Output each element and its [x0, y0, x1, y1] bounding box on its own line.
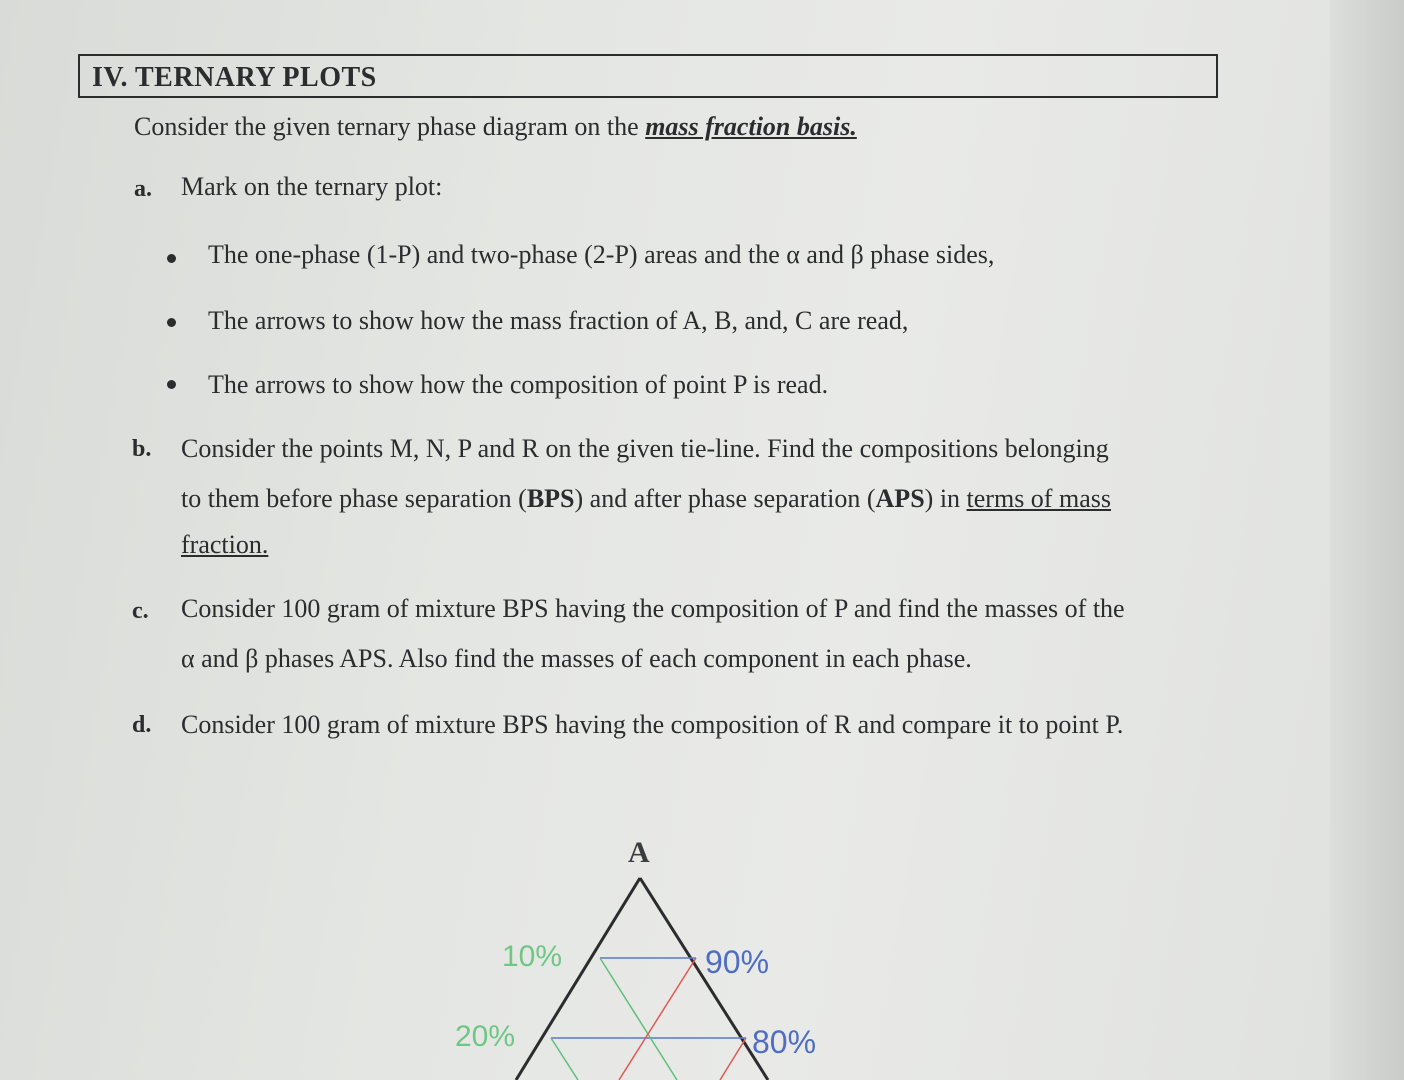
item-c-letter: c.	[132, 598, 149, 624]
triangle-left-edge	[516, 878, 640, 1080]
item-b-link-part1: terms of mass	[966, 484, 1111, 513]
section-title: IV. TERNARY PLOTS	[92, 62, 377, 93]
item-b-letter: b.	[132, 436, 152, 462]
gridline-red-1	[619, 958, 696, 1080]
intro-text: Consider the given ternary phase diagram on the	[134, 112, 646, 141]
item-c-line2: α and β phases APS. Also find the masses of each component in each phase.	[181, 644, 972, 673]
gridline-red-2	[720, 1038, 746, 1080]
gridline-green-1	[600, 958, 677, 1080]
left-tick-20: 20%	[455, 1020, 516, 1053]
bullet-text-2: The arrows to show how the mass fraction of A, B, and, C are read,	[208, 306, 909, 335]
item-c-line1: Consider 100 gram of mixture BPS having the composition of P and find the masses of the	[181, 594, 1125, 623]
bullet-text-3: The arrows to show how the composition of point P is read.	[208, 370, 829, 399]
item-a-letter: a.	[134, 176, 152, 202]
item-d-letter: d.	[132, 712, 152, 738]
bullet-text-1: The one-phase (1-P) and two-phase (2-P) areas and the α and β phase sides,	[208, 240, 995, 269]
item-a-text: Mark on the ternary plot:	[181, 172, 443, 201]
intro-emphasis: mass fraction basis.	[645, 112, 857, 141]
left-tick-10: 10%	[502, 940, 563, 973]
gridline-green-2	[551, 1038, 578, 1080]
item-b-aps: APS	[875, 484, 925, 513]
item-d-text: Consider 100 gram of mixture BPS having the composition of R and compare it to point P.	[181, 710, 1124, 739]
apex-label-a: A	[628, 836, 650, 869]
item-b-line2-pre: to them before phase separation (	[181, 484, 527, 513]
item-b-line2-post: ) in	[924, 484, 967, 513]
item-b-line1: Consider the points M, N, P and R on the given tie-line. Find the compositions belonging	[181, 434, 1109, 463]
item-b-line2-mid: ) and after phase separation (	[574, 484, 876, 513]
right-tick-80: 80%	[752, 1024, 817, 1060]
item-b-link-part2: fraction.	[181, 530, 269, 559]
item-b-bps: BPS	[526, 484, 575, 513]
right-tick-90: 90%	[705, 944, 770, 980]
